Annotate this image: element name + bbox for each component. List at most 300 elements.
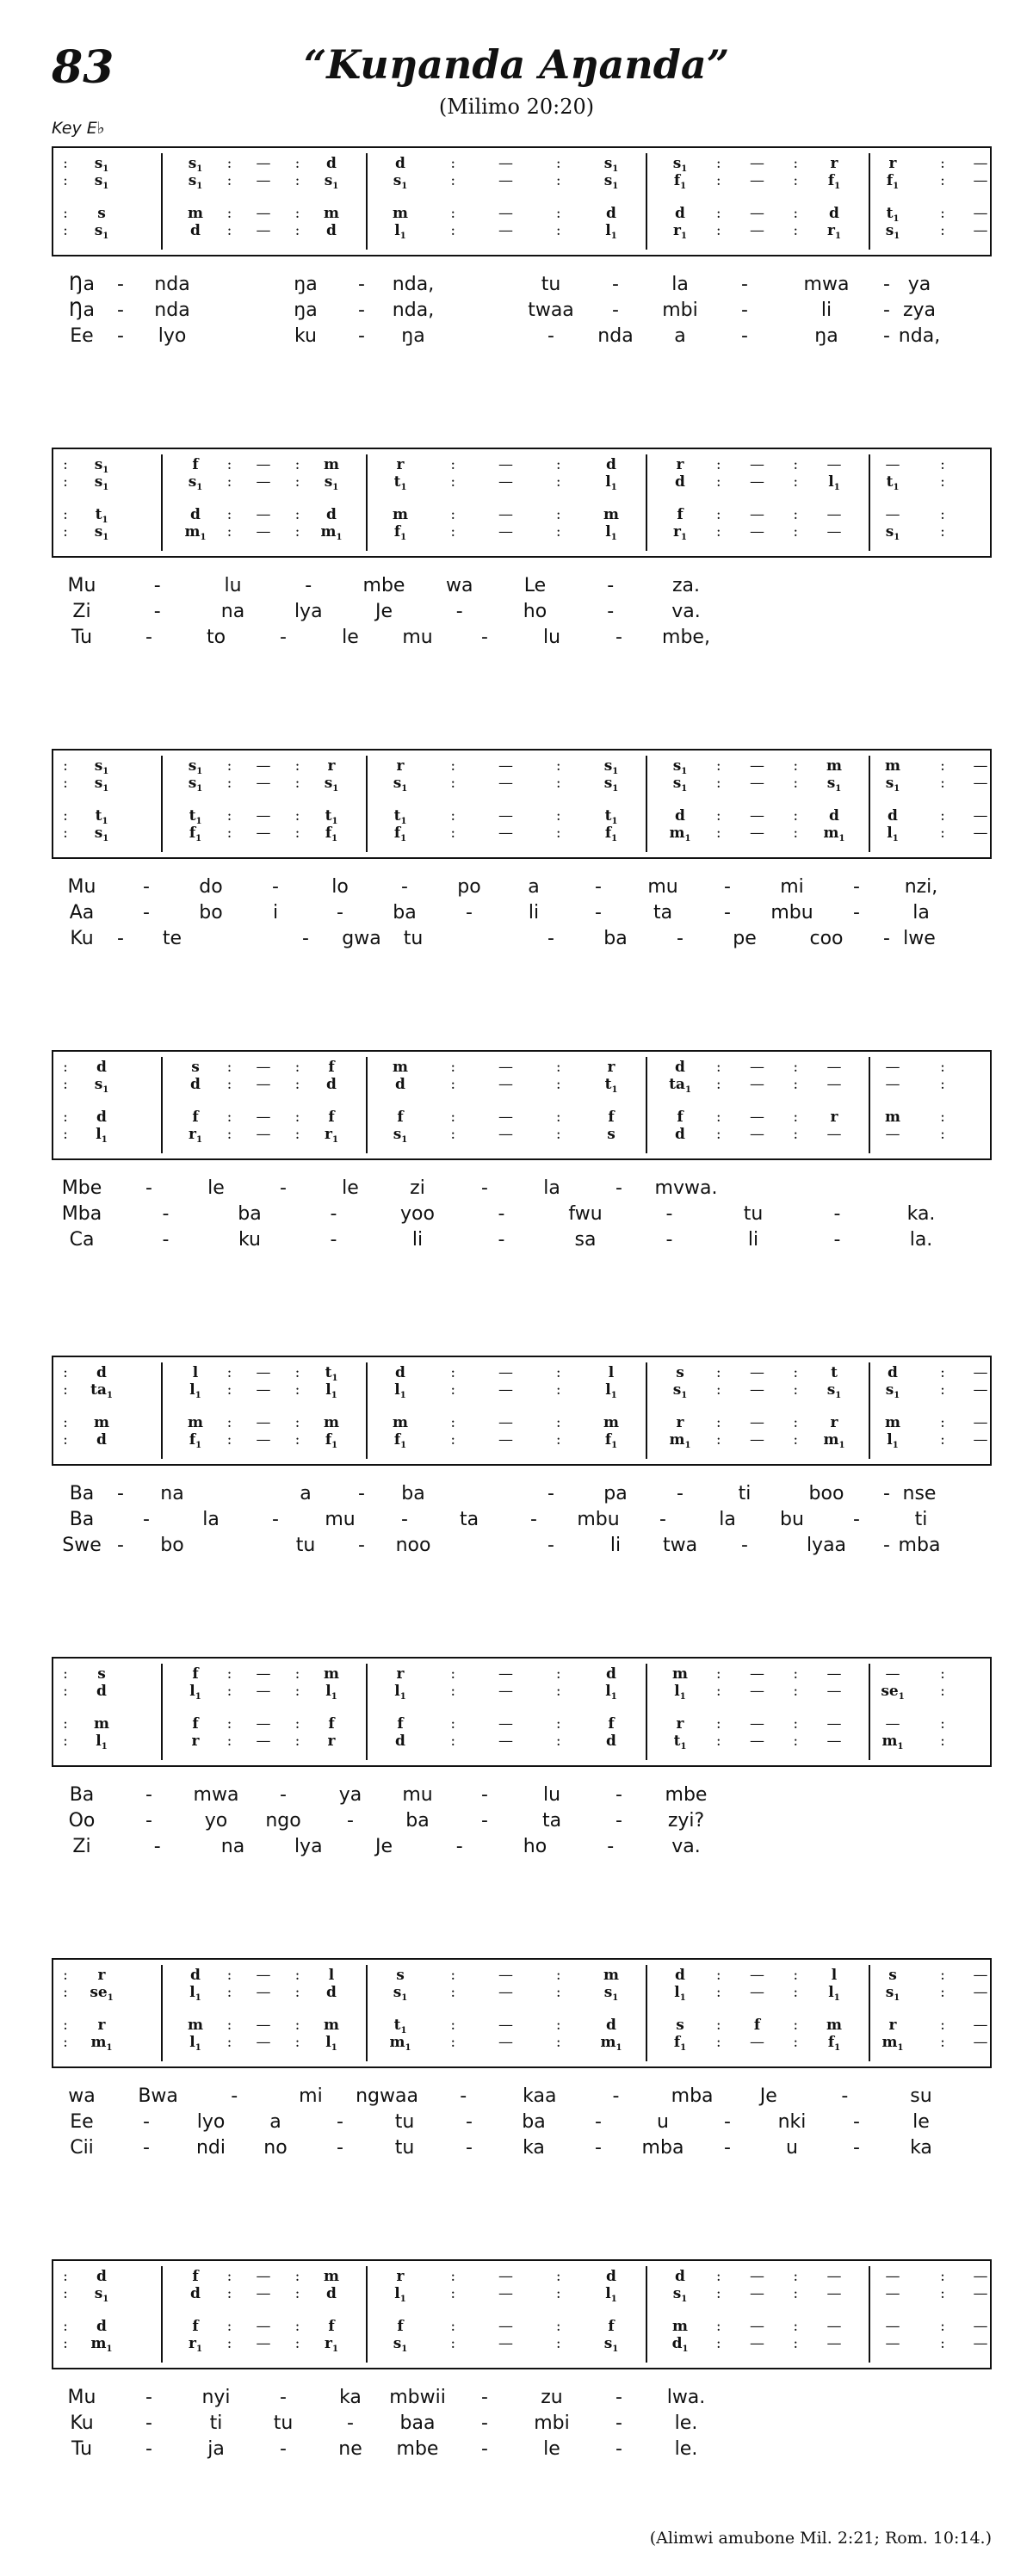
solfa-cell: — (973, 2335, 988, 2352)
solfa-cell: — (498, 1665, 513, 1683)
solfa-cell: : (63, 2335, 68, 2352)
solfa-cell: — (498, 205, 513, 222)
solfa-cell: : (226, 2268, 232, 2285)
solfa-cell: $d_1$ (671, 2335, 689, 2354)
lyric-syllable: - (401, 1509, 408, 1530)
solfa-cell: : (715, 1414, 721, 1431)
lyric-line (0, 325, 1033, 351)
solfa-cell: $f_1$ (189, 1431, 202, 1450)
solfa-cell: : (63, 757, 68, 775)
lyric-line (0, 1509, 1033, 1535)
solfa-cell: : (294, 2268, 300, 2285)
solfa-cell: $l_1$ (394, 222, 406, 241)
solfa-cell: $l_1$ (828, 1984, 840, 2003)
solfa-cell: $se_1$ (881, 1683, 905, 1702)
solfa-cell: — (750, 172, 764, 189)
solfa-cell: $l_1$ (189, 2034, 201, 2053)
solfa-cell: : (63, 172, 68, 189)
solfa-cell: : (793, 1431, 799, 1449)
solfa-cell: — (256, 1059, 271, 1076)
solfa-cell: d (395, 1733, 405, 1750)
solfa-cell: $s_1$ (885, 523, 900, 542)
lyric-syllable: Zi (72, 601, 91, 622)
lyric-syllable: mu (325, 1509, 356, 1530)
solfa-cell: m (885, 757, 900, 775)
solfa-cell: : (226, 1414, 232, 1431)
solfa-cell: — (826, 456, 842, 473)
solfa-cell: — (256, 172, 271, 189)
solfa-cell: : (63, 205, 68, 222)
lyric-syllable: - (615, 1784, 622, 1806)
lyric-syllable: li (528, 902, 540, 924)
solfa-cell: d (675, 807, 685, 825)
solfa-cell: $s_1$ (94, 473, 109, 492)
lyric-syllable: nda, (898, 325, 941, 347)
solfa-cell: — (750, 1984, 764, 2001)
solfa-cell: — (826, 1076, 842, 1093)
solfa-cell: : (294, 1967, 300, 1984)
solfa-cell: : (294, 506, 300, 523)
lyric-syllable: to (206, 627, 226, 648)
solfa-cell: m (603, 506, 619, 523)
solfa-cell: d (395, 1076, 405, 1093)
solfa-cell: : (555, 205, 561, 222)
lyric-syllable: Ee (70, 2111, 94, 2133)
lyric-syllable: mbe, (662, 627, 710, 648)
solfa-cell: — (498, 1683, 513, 1700)
lyric-syllable: - (481, 2387, 488, 2408)
solfa-cell: $f_1$ (673, 2034, 687, 2053)
solfa-cell: : (294, 1414, 300, 1431)
voice-row (53, 2318, 990, 2337)
solfa-cell: — (750, 1076, 764, 1093)
lyric-syllable: - (455, 1836, 463, 1857)
lyric-syllable: zi (410, 1177, 425, 1199)
solfa-cell: — (256, 2017, 271, 2034)
solfa-cell: d (96, 1431, 107, 1449)
solfa-cell: : (450, 1364, 456, 1381)
solfa-cell: $l_1$ (189, 1381, 201, 1400)
voice-row (53, 1984, 990, 2003)
lyric-syllable: le. (674, 2438, 698, 2460)
solfa-cell: $s_1$ (393, 1984, 408, 2003)
solfa-cell: : (793, 205, 799, 222)
lyric-syllable: Mba (61, 1203, 102, 1225)
solfa-cell: : (715, 757, 721, 775)
solfa-cell: $l_1$ (189, 1683, 201, 1702)
lyric-syllable: mu (647, 876, 678, 898)
lyric-syllable: va. (671, 1836, 701, 1857)
solfa-cell: : (715, 1364, 721, 1381)
solfa-cell: $se_1$ (90, 1984, 114, 2003)
solfa-cell: — (750, 1733, 764, 1750)
solfa-cell: d (675, 1126, 685, 1143)
lyric-syllable: Ŋa (69, 274, 95, 295)
lyric-syllable: bo (199, 902, 223, 924)
lyric-syllable: mwa (193, 1784, 239, 1806)
lyric-syllable: te (162, 928, 182, 949)
solfa-cell: : (63, 807, 68, 825)
solfa-cell: : (450, 456, 456, 473)
solfa-cell: — (256, 1364, 271, 1381)
solfa-cell: — (256, 456, 271, 473)
solfa-cell: : (940, 1431, 945, 1449)
lyric-syllable: - (612, 300, 619, 321)
lyric-line (0, 1535, 1033, 1560)
lyric-syllable: - (612, 2085, 620, 2107)
solfa-cell: : (294, 1431, 300, 1449)
solfa-cell: $l_1$ (325, 2034, 337, 2053)
solfa-cell: — (750, 205, 764, 222)
lyric-syllable: pa (603, 1483, 628, 1504)
solfa-cell: — (750, 1059, 764, 1076)
solfa-cell: : (450, 1431, 456, 1449)
solfa-cell: m (324, 456, 339, 473)
solfa-cell: d (326, 155, 337, 172)
lyric-syllable: pe (733, 928, 757, 949)
lyric-syllable: ta (653, 902, 673, 924)
solfa-cell: s (676, 2017, 684, 2034)
lyric-syllable: ho (523, 1836, 547, 1857)
solfa-cell: $r_1$ (325, 1126, 338, 1145)
lyric-syllable: - (853, 1509, 860, 1530)
solfa-cell: — (498, 1109, 513, 1126)
solfa-cell: : (715, 456, 721, 473)
lyric-syllable: lyo (158, 325, 187, 347)
solfa-cell: : (940, 1059, 945, 1076)
solfa-cell: : (294, 2318, 300, 2335)
solfa-cell: — (750, 2285, 764, 2302)
solfa-cell: — (498, 1076, 513, 1093)
solfa-cell: $s_1$ (885, 775, 900, 794)
solfa-cell: — (973, 775, 988, 792)
solfa-cell: d (395, 1364, 405, 1381)
solfa-cell: : (715, 775, 721, 792)
solfa-cell: f (397, 1109, 404, 1126)
lyric-syllable: mba (671, 2085, 714, 2107)
lyric-syllable: mi (299, 2085, 323, 2107)
solfa-cell: — (750, 2034, 764, 2051)
solfa-cell: — (256, 1076, 271, 1093)
solfa-cell: m (826, 2017, 842, 2034)
lyric-syllable: ti (914, 1509, 928, 1530)
solfa-cell: : (555, 1381, 561, 1399)
solfa-cell: : (555, 1364, 561, 1381)
solfa-cell: : (715, 825, 721, 842)
solfa-cell: : (226, 172, 232, 189)
solfa-cell: : (63, 775, 68, 792)
solfa-cell: : (793, 1414, 799, 1431)
solfa-cell: — (885, 2335, 900, 2352)
solfa-cell: : (715, 807, 721, 825)
lyric-syllable: la (912, 902, 930, 924)
solfa-cell: — (498, 1381, 513, 1399)
lyric-syllable: - (883, 300, 890, 321)
lyric-syllable: ba (522, 2111, 546, 2133)
solfa-cell: — (498, 1431, 513, 1449)
solfa-cell: : (450, 807, 456, 825)
lyric-syllable: Ba (69, 1483, 95, 1504)
solfa-cell: r (607, 1059, 615, 1076)
solfa-cell: $s_1$ (94, 222, 109, 241)
lyric-syllable: - (853, 876, 860, 898)
lyric-syllable: mu (402, 1784, 433, 1806)
lyric-syllable: mi (780, 876, 804, 898)
solfa-cell: m (393, 1414, 408, 1431)
voice-row (53, 222, 990, 241)
solfa-cell: d (326, 222, 337, 239)
solfa-cell: : (450, 2318, 456, 2335)
solfa-cell: d (395, 155, 405, 172)
lyric-syllable: - (401, 876, 408, 898)
solfa-cell: $s_1$ (603, 155, 619, 174)
lyric-syllable: mba (641, 2137, 684, 2159)
solfa-cell: : (715, 473, 721, 491)
solfa-cell: s (396, 1967, 405, 1984)
solfa-cell: : (940, 1984, 945, 2001)
lyric-syllable: Le (523, 575, 547, 596)
lyric-syllable: - (883, 1483, 890, 1504)
solfa-cell: m (885, 1414, 900, 1431)
lyric-syllable: nda (597, 325, 634, 347)
solfa-cell: d (96, 2318, 107, 2335)
solfa-cell: : (450, 1683, 456, 1700)
solfa-cell: : (63, 1076, 68, 1093)
solfa-cell: : (715, 155, 721, 172)
solfa-cell: m (672, 1665, 688, 1683)
lyric-syllable: lya (294, 1836, 323, 1857)
solfa-cell: $l_1$ (394, 2285, 406, 2304)
lyric-syllable: ka (523, 2137, 545, 2159)
lyric-syllable: Ŋa (69, 300, 95, 321)
solfa-cell: : (294, 1381, 300, 1399)
lyric-line (0, 2387, 1033, 2412)
solfa-cell: — (973, 757, 988, 775)
voice-row (53, 2335, 990, 2354)
hymn-subtitle: (Milimo 20:20) (438, 95, 595, 119)
solfa-cell: — (256, 1414, 271, 1431)
lyric-syllable: - (153, 1836, 161, 1857)
solfa-cell: : (555, 2285, 561, 2302)
lyric-syllable: - (547, 1483, 554, 1504)
solfa-cell: : (715, 2034, 721, 2051)
lyric-syllable: la (671, 274, 689, 295)
solfa-cell: : (450, 2017, 456, 2034)
solfa-cell: : (63, 456, 68, 473)
solfa-cell: r (830, 155, 838, 172)
solfa-cell: : (940, 1109, 945, 1126)
solfa-cell: — (256, 1109, 271, 1126)
voice-row (53, 172, 990, 191)
solfa-cell: s (607, 1126, 615, 1143)
solfa-cell: $s_1$ (94, 172, 109, 191)
lyric-syllable: Ba (69, 1509, 95, 1530)
lyric-syllable: Swe (62, 1535, 102, 1556)
lyric-syllable: za. (671, 575, 701, 596)
lyric-line (0, 627, 1033, 652)
lyric-line (0, 1203, 1033, 1229)
lyric-syllable: - (481, 2438, 488, 2460)
solfa-cell: m (324, 1414, 339, 1431)
solfa-cell: $s_1$ (188, 155, 203, 174)
solfa-cell: : (555, 1076, 561, 1093)
solfa-cell: — (498, 523, 513, 541)
solfa-cell: : (294, 222, 300, 239)
solfa-cell: $m_1$ (90, 2034, 113, 2053)
lyric-syllable: li (820, 300, 832, 321)
lyric-syllable: nse (902, 1483, 937, 1504)
solfa-cell: $l_1$ (394, 1683, 406, 1702)
solfa-cell: : (715, 1683, 721, 1700)
solfa-cell: : (555, 1414, 561, 1431)
solfa-cell: : (715, 1431, 721, 1449)
solfa-cell: m (393, 205, 408, 222)
lyric-line (0, 1229, 1033, 1255)
solfa-cell: : (450, 2285, 456, 2302)
solfa-cell: l (831, 1967, 838, 1984)
lyric-line (0, 601, 1033, 627)
solfa-cell: — (885, 1126, 900, 1143)
solfa-cell: : (294, 205, 300, 222)
lyric-syllable: - (853, 902, 860, 924)
lyric-syllable: nzi, (904, 876, 938, 898)
solfa-cell: $t_1$ (95, 506, 108, 525)
lyric-syllable: - (724, 2111, 731, 2133)
lyric-syllable: - (498, 1229, 505, 1251)
solfa-cell: : (63, 2017, 68, 2034)
solfa-cell: : (555, 1665, 561, 1683)
solfa-cell: $l_1$ (605, 523, 617, 542)
solfa-cell: r (676, 1715, 684, 1733)
solfa-cell: m (324, 1665, 339, 1683)
solfa-cell: : (450, 775, 456, 792)
solfa-cell: : (226, 1431, 232, 1449)
solfa-cell: $s_1$ (324, 473, 339, 492)
solfa-cell: — (885, 2268, 900, 2285)
solfa-cell: $t_1$ (325, 807, 338, 826)
lyric-syllable: ku (238, 1229, 262, 1251)
key-signature: Key E♭ (52, 119, 105, 138)
lyric-syllable: mvwa. (654, 1177, 718, 1199)
solfa-cell: — (498, 2318, 513, 2335)
solfa-cell: : (555, 1431, 561, 1449)
lyric-syllable: ti (209, 2412, 223, 2434)
lyric-syllable: - (853, 2111, 860, 2133)
solfa-cell: : (715, 1984, 721, 2001)
solfa-cell: : (940, 1967, 945, 1984)
solfa-cell: m (188, 2017, 203, 2034)
solfa-cell: s (97, 205, 106, 222)
lyric-syllable: - (607, 601, 615, 622)
lyric-syllable: ya (338, 1784, 362, 1806)
solfa-cell: $s_1$ (885, 1381, 900, 1400)
solfa-cell: : (940, 1665, 945, 1683)
lyric-syllable: - (231, 2085, 238, 2107)
solfa-cell: — (750, 222, 764, 239)
solfa-cell: : (450, 1665, 456, 1683)
solfa-cell: — (826, 1683, 842, 1700)
solfa-cell: : (940, 1381, 945, 1399)
lyric-syllable: - (145, 1810, 152, 1832)
solfa-cell: $t_1$ (325, 1364, 338, 1383)
solfa-cell: r (327, 1733, 336, 1750)
solfa-cell: : (450, 1414, 456, 1431)
solfa-cell: : (450, 1715, 456, 1733)
solfa-cell: f (608, 1715, 615, 1733)
lyric-syllable: la. (909, 1229, 933, 1251)
solfa-cell: : (63, 473, 68, 491)
solfa-cell: — (498, 807, 513, 825)
solfa-cell: — (973, 2034, 988, 2051)
lyric-syllable: - (595, 876, 602, 898)
solfa-cell: : (940, 205, 945, 222)
lyric-syllable: - (547, 325, 554, 347)
solfa-cell: : (450, 155, 456, 172)
voice-row (53, 2285, 990, 2304)
lyric-syllable: ba (238, 1203, 262, 1225)
lyric-syllable: - (302, 928, 309, 949)
solfa-cell: : (555, 1967, 561, 1984)
voice-row (53, 1076, 990, 1095)
solfa-cell: : (63, 1665, 68, 1683)
voice-row (53, 473, 990, 492)
solfa-cell: $s_1$ (94, 456, 109, 475)
lyric-syllable: le (342, 627, 359, 648)
lyric-line (0, 1784, 1033, 1810)
lyric-line (0, 1810, 1033, 1836)
lyric-syllable: va. (671, 601, 701, 622)
voice-row (53, 1665, 990, 1684)
voice-row (53, 1715, 990, 1734)
lyric-syllable: - (143, 2111, 150, 2133)
solfa-cell: : (715, 1059, 721, 1076)
lyric-syllable: boo (808, 1483, 844, 1504)
solfa-cell: : (940, 1076, 945, 1093)
lyric-syllable: ka (339, 2387, 362, 2408)
lyric-syllable: mba (898, 1535, 941, 1556)
lyric-syllable: - (117, 1535, 124, 1556)
solfa-cell: — (256, 473, 271, 491)
voice-row (53, 1733, 990, 1751)
solfa-cell: f (608, 1109, 615, 1126)
solfa-cell: $s_1$ (826, 1381, 842, 1400)
lyric-syllable: ba (401, 1483, 425, 1504)
lyric-syllable: - (595, 2111, 602, 2133)
solfa-cell: : (226, 1715, 232, 1733)
lyric-syllable: - (145, 2387, 152, 2408)
solfa-cell: d (96, 1109, 107, 1126)
solfa-cell: $l_1$ (887, 825, 899, 843)
lyric-syllable: - (498, 1203, 505, 1225)
solfa-cell: : (793, 172, 799, 189)
lyric-syllable: - (607, 575, 615, 596)
solfa-cell: : (555, 2034, 561, 2051)
solfa-cell: $l_1$ (605, 1683, 617, 1702)
solfa-cell: : (63, 1109, 68, 1126)
solfa-cell: $m_1$ (320, 523, 343, 542)
solfa-cell: : (940, 172, 945, 189)
solfa-cell: — (750, 506, 764, 523)
solfa-cell: — (826, 523, 842, 541)
lyric-syllable: Je (374, 1836, 393, 1857)
solfa-cell: : (226, 1733, 232, 1750)
lyric-syllable: ya (907, 274, 931, 295)
lyric-syllable: zya (902, 300, 937, 321)
solfa-cell: r (396, 1665, 405, 1683)
solfa-cell: $l_1$ (605, 1381, 617, 1400)
solfa-cell: $s_1$ (672, 1381, 688, 1400)
solfa-cell: m (188, 205, 203, 222)
